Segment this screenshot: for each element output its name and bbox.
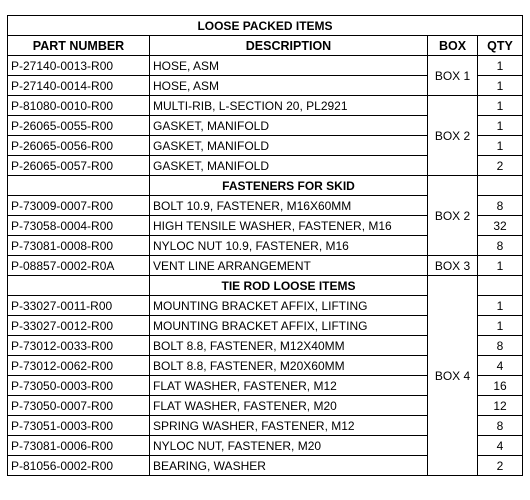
description-cell: GASKET, MANIFOLD: [150, 136, 428, 156]
qty-cell: 32: [478, 216, 523, 236]
description-cell: NYLOC NUT 10.9, FASTENER, M16: [150, 236, 428, 256]
part-number-cell: P-08857-0002-R0A: [8, 256, 150, 276]
qty-cell: 16: [478, 376, 523, 396]
qty-cell: 4: [478, 436, 523, 456]
section-blank-part-cell: [8, 176, 150, 196]
part-number-cell: P-33027-0011-R00: [8, 296, 150, 316]
description-cell: FLAT WASHER, FASTENER, M12: [150, 376, 428, 396]
box-cell: BOX 1: [428, 56, 478, 96]
part-number-cell: P-33027-0012-R00: [8, 316, 150, 336]
part-number-cell: P-81080-0010-R00: [8, 96, 150, 116]
part-number-cell: P-73058-0004-R00: [8, 216, 150, 236]
column-header-part-number: PART NUMBER: [8, 36, 150, 56]
qty-cell: 1: [478, 296, 523, 316]
part-number-cell: P-73012-0062-R00: [8, 356, 150, 376]
qty-cell: 4: [478, 356, 523, 376]
section-title-fasteners: FASTENERS FOR SKID: [150, 176, 428, 196]
box-cell: BOX 4: [428, 276, 478, 476]
part-number-cell: P-26065-0057-R00: [8, 156, 150, 176]
box-cell: BOX 3: [428, 256, 478, 276]
table-row: [8, 256, 523, 276]
description-cell: VENT LINE ARRANGEMENT: [150, 256, 428, 276]
section-row-fasteners: [8, 176, 523, 196]
description-cell: SPRING WASHER, FASTENER, M12: [150, 416, 428, 436]
description-cell: HOSE, ASM: [150, 76, 428, 96]
description-cell: GASKET, MANIFOLD: [150, 116, 428, 136]
part-number-cell: P-73051-0003-R00: [8, 416, 150, 436]
description-cell: HIGH TENSILE WASHER, FASTENER, M16: [150, 216, 428, 236]
column-header-box: BOX: [428, 36, 478, 56]
description-cell: NYLOC NUT, FASTENER, M20: [150, 436, 428, 456]
column-header-description: DESCRIPTION: [150, 36, 428, 56]
qty-cell: 2: [478, 456, 523, 476]
part-number-cell: P-81056-0002-R00: [8, 456, 150, 476]
qty-cell: 1: [478, 116, 523, 136]
qty-cell: 1: [478, 316, 523, 336]
description-cell: HOSE, ASM: [150, 56, 428, 76]
description-cell: BEARING, WASHER: [150, 456, 428, 476]
box-cell: BOX 2: [428, 176, 478, 256]
description-cell: MOUNTING BRACKET AFFIX, LIFTING: [150, 316, 428, 336]
part-number-cell: P-73050-0007-R00: [8, 396, 150, 416]
qty-cell: 8: [478, 236, 523, 256]
part-number-cell: P-26065-0055-R00: [8, 116, 150, 136]
description-cell: MOUNTING BRACKET AFFIX, LIFTING: [150, 296, 428, 316]
part-number-cell: P-73081-0008-R00: [8, 236, 150, 256]
part-number-cell: P-27140-0013-R00: [8, 56, 150, 76]
qty-cell: 12: [478, 396, 523, 416]
section-blank-qty-cell: [478, 176, 523, 196]
section-blank-qty-cell: [478, 276, 523, 296]
section-title-tie-rod: TIE ROD LOOSE ITEMS: [150, 276, 428, 296]
column-header-row: [8, 36, 523, 56]
box-cell: BOX 2: [428, 96, 478, 176]
description-cell: BOLT 10.9, FASTENER, M16X60MM: [150, 196, 428, 216]
description-cell: MULTI-RIB, L-SECTION 20, PL2921: [150, 96, 428, 116]
part-number-cell: P-73081-0006-R00: [8, 436, 150, 456]
description-cell: FLAT WASHER, FASTENER, M20: [150, 396, 428, 416]
section-row-tie-rod: [8, 276, 523, 296]
qty-cell: 1: [478, 256, 523, 276]
table-row: [8, 56, 523, 76]
qty-cell: 1: [478, 136, 523, 156]
table-title: LOOSE PACKED ITEMS: [8, 16, 523, 36]
qty-cell: 1: [478, 76, 523, 96]
section-blank-part-cell: [8, 276, 150, 296]
qty-cell: 1: [478, 96, 523, 116]
part-number-cell: P-27140-0014-R00: [8, 76, 150, 96]
qty-cell: 8: [478, 416, 523, 436]
description-cell: BOLT 8.8, FASTENER, M12X40MM: [150, 336, 428, 356]
part-number-cell: P-73009-0007-R00: [8, 196, 150, 216]
loose-packed-items-table: [7, 15, 523, 476]
column-header-qty: QTY: [478, 36, 523, 56]
table-title-row: [8, 16, 523, 36]
qty-cell: 8: [478, 336, 523, 356]
table-row: [8, 96, 523, 116]
qty-cell: 2: [478, 156, 523, 176]
qty-cell: 1: [478, 56, 523, 76]
description-cell: BOLT 8.8, FASTENER, M20X60MM: [150, 356, 428, 376]
part-number-cell: P-26065-0056-R00: [8, 136, 150, 156]
part-number-cell: P-73050-0003-R00: [8, 376, 150, 396]
qty-cell: 8: [478, 196, 523, 216]
description-cell: GASKET, MANIFOLD: [150, 156, 428, 176]
part-number-cell: P-73012-0033-R00: [8, 336, 150, 356]
